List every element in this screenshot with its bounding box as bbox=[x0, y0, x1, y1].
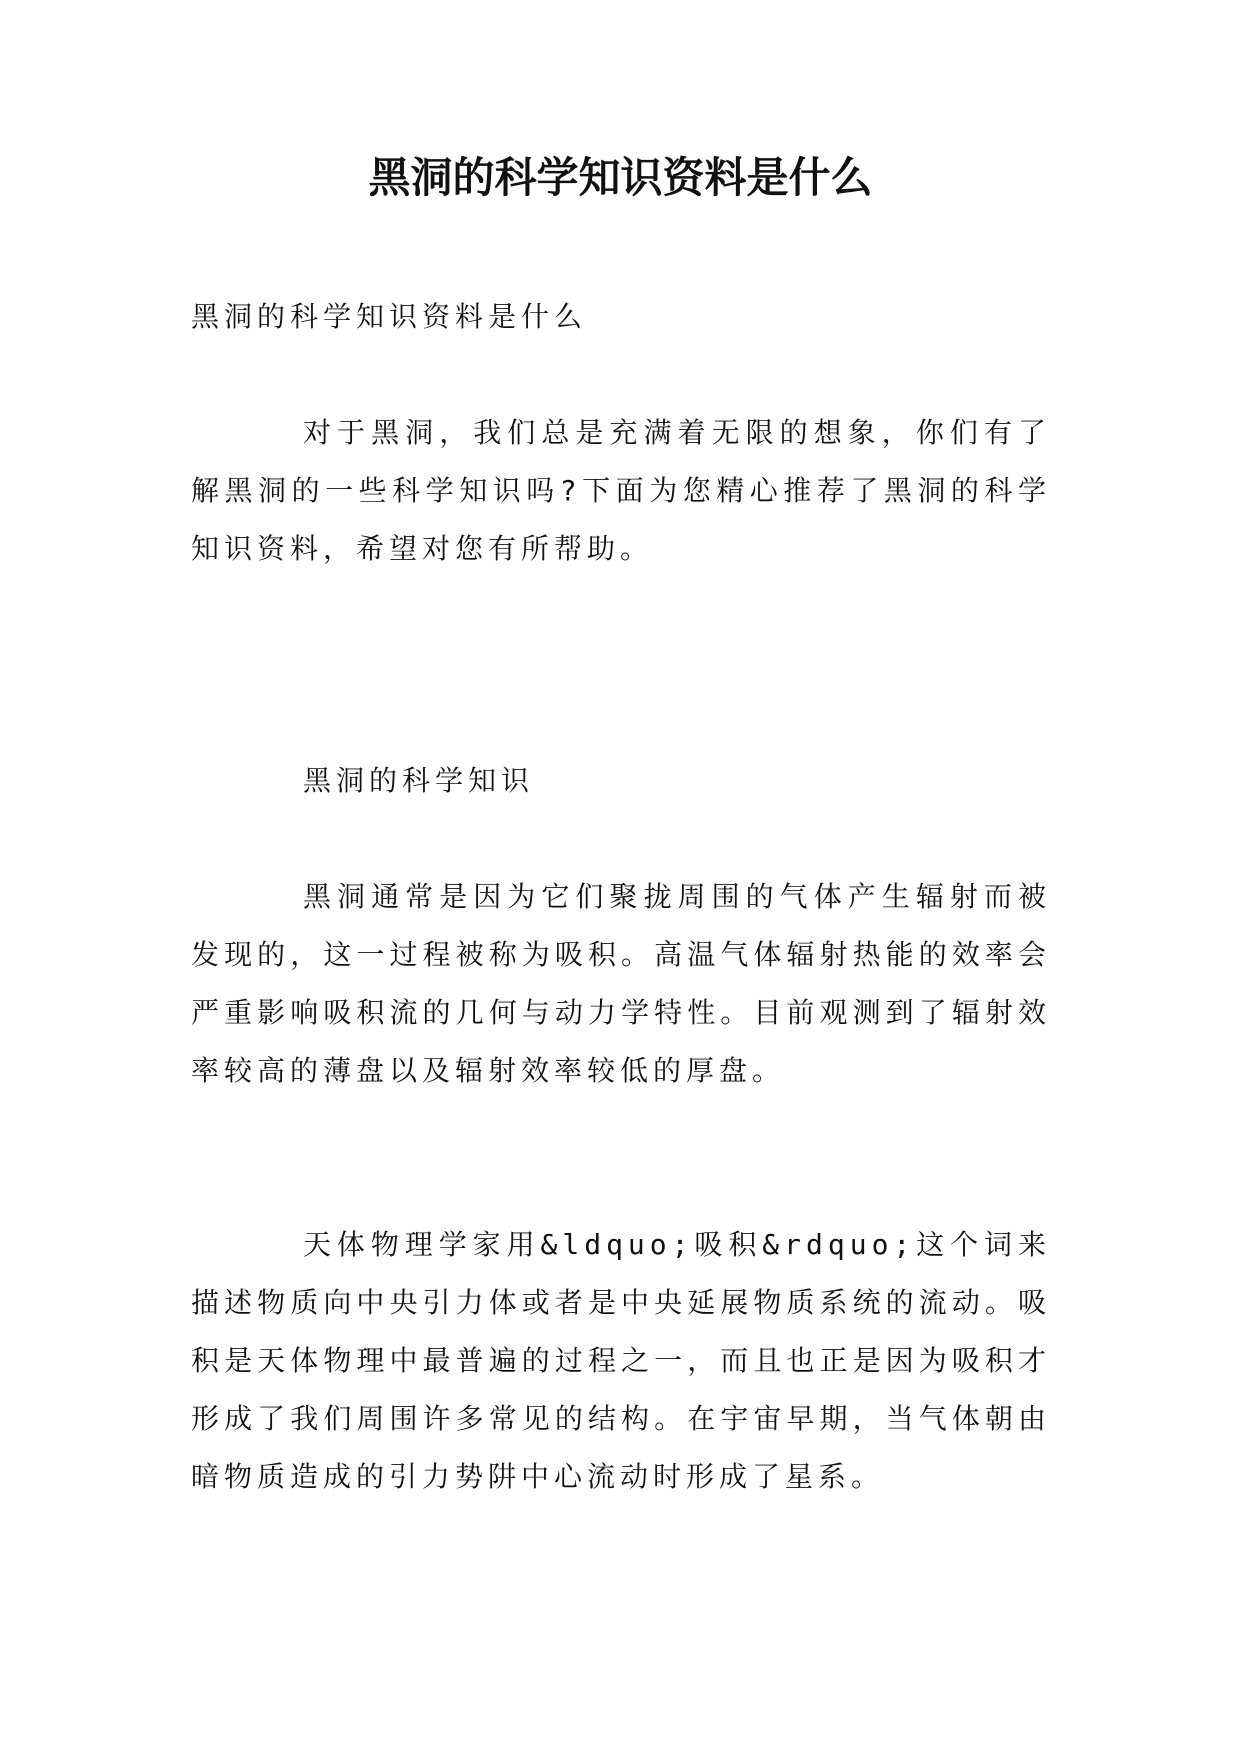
body-paragraph: 黑洞通常是因为它们聚拢周围的气体产生辐射而被发现的，这一过程被称为吸积。高温气体辐射热能的效率会严重影响吸积流的几何与动力学特性。目前观测到了辐射效率较高的薄盘以及辐射效率较低的厚盘。 bbox=[191, 880, 1051, 1087]
document-subtitle: 黑洞的科学知识资料是什么 bbox=[191, 300, 588, 333]
body-paragraph: 天体物理学家用&ldquo;吸积&rdquo;这个词来描述物质向中央引力体或者是中央延展物质系统的流动。吸积是天体物理中最普遍的过程之一，而且也正是因为吸积才形成了我们周围许多常见的结构。在宇宙早期，当气体朝由暗物质造成的引力势阱中心流动时形成了星系。 bbox=[191, 1228, 1051, 1493]
section-heading: 黑洞的科学知识 bbox=[303, 764, 535, 797]
document-title: 黑洞的科学知识资料是什么 bbox=[368, 153, 873, 202]
intro-paragraph: 对于黑洞，我们总是充满着无限的想象，你们有了解黑洞的一些科学知识吗?下面为您精心推荐了黑洞的科学知识资料，希望对您有所帮助。 bbox=[191, 416, 1051, 565]
